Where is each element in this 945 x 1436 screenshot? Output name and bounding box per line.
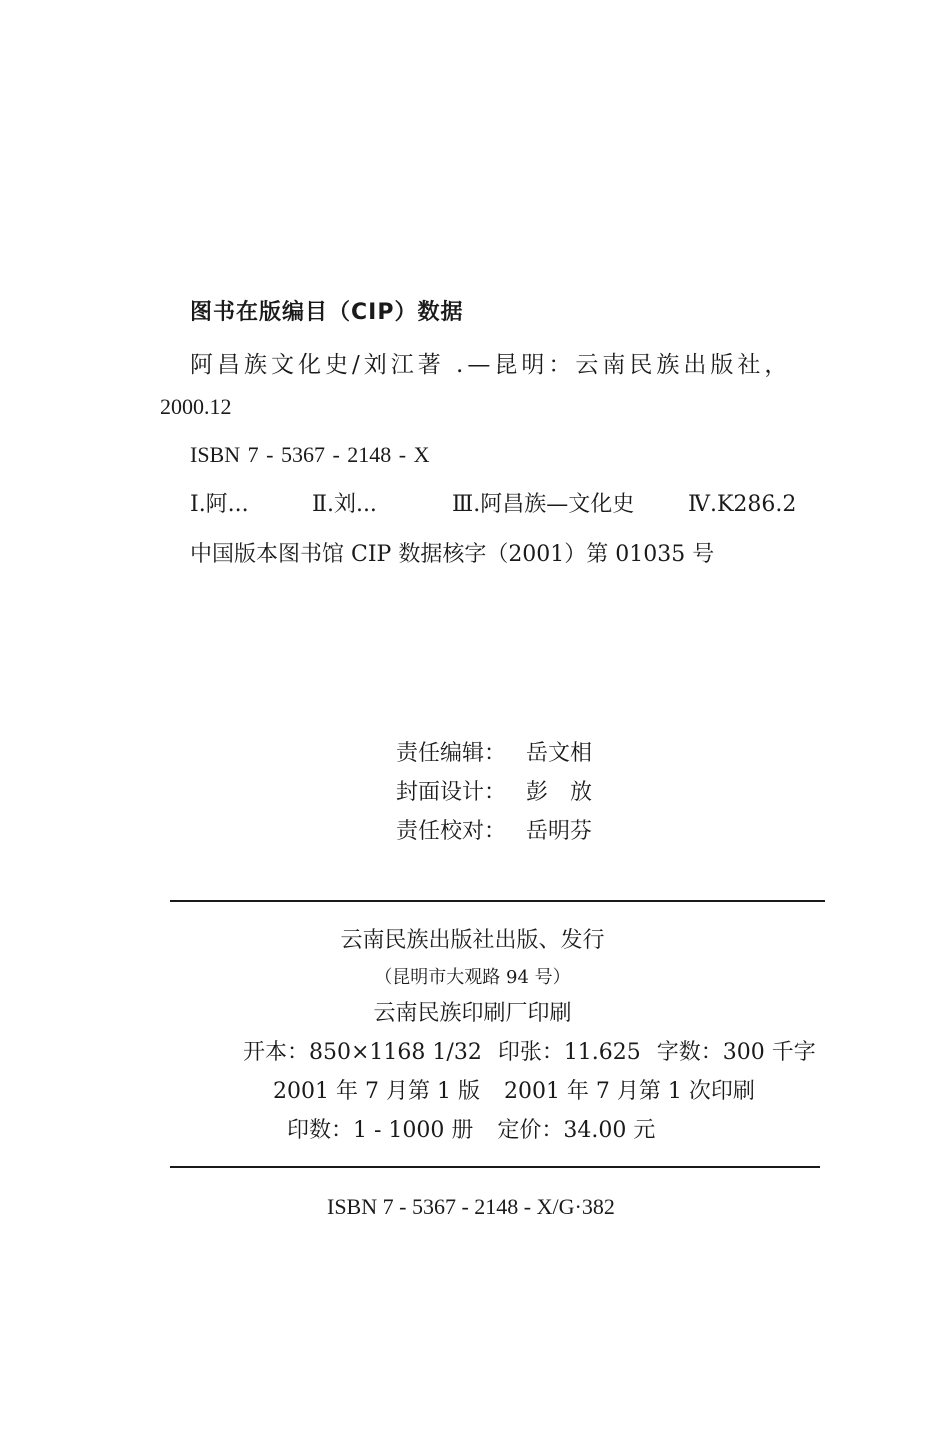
credit-label: 责任编辑： [396, 741, 507, 766]
credit-cover-design [396, 775, 592, 814]
spec-words: 字数：300 千字 [656, 1040, 816, 1065]
credit-label: 责任校对： [396, 819, 507, 844]
publisher-line: 云南民族出版社出版、发行 [340, 928, 605, 953]
print-run-line [287, 1120, 655, 1142]
bottom-divider [170, 1166, 820, 1168]
credit-label: 封面设计： [396, 780, 507, 805]
price: 定价：34.00 元 [497, 1118, 656, 1143]
printer-line: 云南民族印刷厂印刷 [373, 1001, 572, 1026]
classification-part-3: Ⅲ.阿昌族—文化史 [452, 492, 635, 517]
final-isbn: ISBN 7 - 5367 - 2148 - X/G·382 [327, 1194, 615, 1219]
classification-part-1: Ⅰ.阿... [190, 492, 249, 517]
cip-title-line: 阿昌族文化史/刘江著 .—昆明：云南民族出版社， [190, 352, 792, 378]
credits-block [396, 736, 592, 853]
cip-heading: 图书在版编目（CIP）数据 [190, 300, 464, 325]
spec-format: 开本：850×1168 1/32 [243, 1040, 482, 1065]
top-divider [170, 900, 825, 902]
cip-isbn-line: ISBN 7 - 5367 - 2148 - X [190, 442, 430, 467]
credit-value: 岳文相 [526, 741, 593, 766]
specs-line [243, 1042, 816, 1064]
credit-value: 彭 放 [526, 780, 593, 805]
cip-approval-line: 中国版本图书馆 CIP 数据核字（2001）第 01035 号 [190, 542, 715, 567]
printing-text: 2001 年 7 月第 1 次印刷 [503, 1079, 755, 1104]
cip-classification [190, 494, 796, 516]
credit-value: 岳明芬 [526, 819, 593, 844]
edition-text: 2001 年 7 月第 1 版 [273, 1079, 480, 1104]
classification-part-4: Ⅳ.K286.2 [688, 492, 797, 517]
print-copies: 印数：1 - 1000 册 [287, 1118, 474, 1143]
publisher-address: （昆明市大观路 94 号） [374, 967, 571, 988]
cip-date-line: 2000.12 [160, 394, 232, 419]
credit-editor [396, 736, 592, 775]
classification-part-2: Ⅱ.刘... [312, 492, 377, 517]
credit-proofreader [396, 814, 592, 853]
edition-line [273, 1081, 755, 1103]
spec-sheets: 印张：11.625 [497, 1040, 641, 1065]
